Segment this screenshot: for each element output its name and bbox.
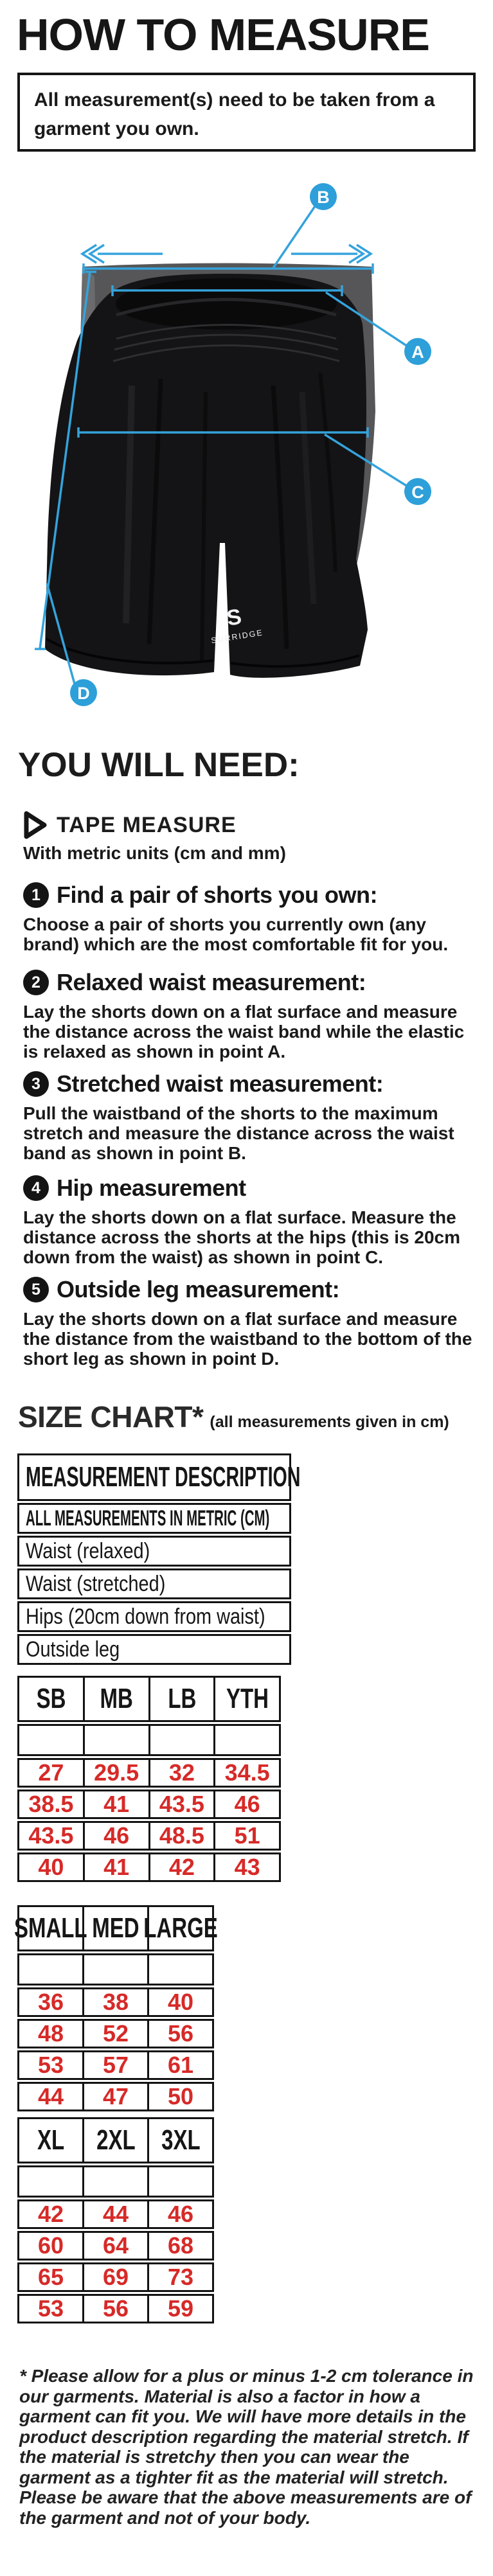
size-value-cell: 48 xyxy=(19,2021,84,2047)
size-column-header: 3XL xyxy=(161,2124,201,2156)
size-value-cell: 46 xyxy=(234,1791,260,1817)
step-1-body: Choose a pair of shorts you currently own (any brand) which are the most comfortable fit for you. xyxy=(23,914,449,954)
step-4-number-badge: 4 xyxy=(23,1175,49,1201)
size-column-header: 2XL xyxy=(84,2119,149,2162)
description-table-header: MEASUREMENT DESCRIPTION xyxy=(26,1461,301,1493)
size-value-cell: 44 xyxy=(84,2201,149,2227)
size-table-adult xyxy=(14,1905,218,2111)
empty-cell xyxy=(84,1955,149,1984)
size-value-cell: 53 xyxy=(19,2296,84,2322)
size-value-cell: 36 xyxy=(19,1989,84,2015)
table-row xyxy=(17,1568,291,1599)
measurement-label: Waist (stretched) xyxy=(26,1571,166,1596)
table-row xyxy=(17,1758,281,1788)
measurement-label: Outside leg xyxy=(26,1637,120,1662)
size-value-cell: 38.5 xyxy=(19,1791,85,1817)
size-value-cell: 51 xyxy=(234,1822,260,1849)
table-row xyxy=(17,2199,214,2229)
empty-cell xyxy=(85,1726,150,1754)
table-row xyxy=(17,2294,214,2323)
size-value-cell: 48.5 xyxy=(150,1823,216,1849)
table-row xyxy=(17,1536,291,1567)
table-row xyxy=(17,1453,301,1501)
table-row xyxy=(17,2262,214,2292)
measurement-label: Hips (20cm down from waist) xyxy=(26,1604,265,1629)
size-value-cell: 53 xyxy=(19,2052,84,2078)
size-value-cell: 47 xyxy=(84,2084,149,2110)
step-3-number-badge: 3 xyxy=(23,1071,49,1097)
size-value-cell: 59 xyxy=(167,2295,194,2322)
point-label-d: D xyxy=(77,684,90,703)
brand-logo-name: SURRIDGE xyxy=(210,628,264,646)
empty-cell xyxy=(215,1726,279,1754)
size-table-boys-youth xyxy=(17,1676,281,1882)
table-row xyxy=(17,2082,214,2111)
size-chart-heading xyxy=(18,1399,449,1434)
size-value-cell: 57 xyxy=(84,2052,149,2078)
size-value-cell: 34.5 xyxy=(224,1759,270,1786)
size-column-header: SMALL xyxy=(19,1907,84,1950)
step-1-heading xyxy=(23,882,476,909)
step-2-number-badge: 2 xyxy=(23,970,49,995)
step-1 xyxy=(23,882,476,954)
size-value-cell: 29.5 xyxy=(85,1760,150,1786)
stretch-arrow-right xyxy=(291,245,371,263)
step-2-title: Relaxed waist measurement: xyxy=(57,969,366,995)
size-value-cell: 64 xyxy=(84,2233,149,2259)
size-value-cell: 32 xyxy=(150,1760,216,1786)
step-1-title: Find a pair of shorts you own: xyxy=(57,882,378,908)
size-value-cell: 56 xyxy=(84,2296,149,2322)
tape-measure-icon xyxy=(23,811,48,839)
table-row xyxy=(17,2231,214,2261)
point-label-b: B xyxy=(317,188,330,207)
size-value-cell: 44 xyxy=(19,2084,84,2110)
size-value-cell: 41 xyxy=(85,1791,150,1817)
step-5 xyxy=(23,1276,476,1369)
step-5-title: Outside leg measurement: xyxy=(57,1276,340,1302)
size-value-cell: 52 xyxy=(84,2021,149,2047)
size-value-cell: 56 xyxy=(167,2020,194,2047)
stretch-arrow-left xyxy=(82,245,163,263)
step-5-number-badge: 5 xyxy=(23,1277,49,1302)
tape-measure-label: TAPE MEASURE xyxy=(57,812,237,837)
table-header-row xyxy=(17,1676,281,1722)
size-value-cell: 61 xyxy=(167,2052,194,2078)
size-column-header: XL xyxy=(19,2119,84,2162)
size-value-cell: 40 xyxy=(19,1854,85,1880)
size-column-header: LB xyxy=(150,1678,216,1720)
table-row xyxy=(17,2019,214,2048)
table-empty-row xyxy=(17,2165,214,2198)
step-5-body: Lay the shorts down on a flat surface and measure the distance from the waistband to the bottom of the short leg as shown in point D. xyxy=(23,1309,472,1369)
empty-cell xyxy=(19,1955,84,1984)
size-value-cell: 50 xyxy=(167,2083,194,2110)
step-1-number-badge: 1 xyxy=(23,882,49,908)
point-label-a: A xyxy=(411,342,424,362)
step-5-heading xyxy=(23,1276,476,1303)
size-column-header: MB xyxy=(85,1678,150,1720)
table-empty-row xyxy=(17,1953,214,1985)
table-row xyxy=(17,1634,291,1665)
empty-cell xyxy=(149,1955,212,1984)
point-label-c: C xyxy=(411,483,424,502)
size-value-cell: 68 xyxy=(167,2232,194,2259)
empty-cell xyxy=(19,1726,85,1754)
tape-measure-row xyxy=(23,811,237,839)
you-will-need-heading: YOU WILL NEED: xyxy=(18,746,300,784)
table-row xyxy=(17,1503,291,1534)
page-title: HOW TO MEASURE xyxy=(17,10,429,60)
size-column-header: LARGE xyxy=(143,1912,218,1944)
measurement-label: Waist (relaxed) xyxy=(26,1538,150,1563)
table-row xyxy=(17,2050,214,2080)
leader-line-b xyxy=(273,206,315,268)
size-value-cell: 60 xyxy=(19,2233,84,2259)
step-2-heading xyxy=(23,969,476,996)
table-row xyxy=(17,1852,281,1882)
notice-box xyxy=(17,73,476,152)
size-value-cell: 43.5 xyxy=(150,1791,216,1817)
size-column-header: MED xyxy=(84,1907,149,1950)
empty-cell xyxy=(150,1726,216,1754)
size-value-cell: 73 xyxy=(167,2264,194,2290)
step-4 xyxy=(23,1175,476,1267)
table-empty-row xyxy=(17,1724,281,1756)
table-row xyxy=(17,1821,281,1851)
table-row xyxy=(17,1601,291,1632)
step-4-heading xyxy=(23,1175,476,1202)
step-3 xyxy=(23,1070,476,1163)
size-value-cell: 41 xyxy=(85,1854,150,1880)
waist-opening xyxy=(116,278,337,330)
size-column-header: SB xyxy=(19,1678,85,1720)
step-3-body: Pull the waistband of the shorts to the maximum stretch and measure the distance across the waist band as shown in point B. xyxy=(23,1103,454,1163)
size-table-xl xyxy=(17,2117,214,2323)
shorts-illustration xyxy=(0,180,493,758)
step-2 xyxy=(23,969,476,1061)
step-3-title: Stretched waist measurement: xyxy=(57,1070,384,1097)
size-value-cell: 42 xyxy=(150,1854,216,1880)
table-header-row xyxy=(14,1905,218,1951)
shorts-measure-diagram xyxy=(0,180,493,758)
size-value-cell: 42 xyxy=(19,2201,84,2227)
tape-measure-note: With metric units (cm and mm) xyxy=(23,843,286,863)
size-value-cell: 38 xyxy=(84,1989,149,2015)
size-chart-title: SIZE CHART* xyxy=(18,1400,204,1434)
size-value-cell: 43.5 xyxy=(19,1823,85,1849)
empty-cell xyxy=(149,2167,212,2196)
step-4-body: Lay the shorts down on a flat surface. Measure the distance across the shorts at the hips (this is 20cm down from the waist) as shown in point C. xyxy=(23,1207,460,1267)
measurement-description-table xyxy=(17,1453,301,1665)
size-value-cell: 46 xyxy=(85,1823,150,1849)
size-value-cell: 40 xyxy=(167,1989,194,2015)
size-value-cell: 27 xyxy=(19,1760,85,1786)
size-value-cell: 65 xyxy=(19,2264,84,2290)
size-chart-note: (all measurements given in cm) xyxy=(210,1413,449,1431)
tolerance-footnote: * Please allow for a plus or minus 1-2 cm tolerance in our garments. Material is also a factor in how a garment can fit you. We will have more details in the product description regarding the material stretch. If the material is stretchy then you can wear the garment as a tighter fit as the material will stretch. Please be aware that the above measurements are of the garment and not of your body. xyxy=(19,2366,474,2528)
table-row xyxy=(17,1987,214,2017)
size-column-header: YTH xyxy=(226,1683,269,1714)
size-value-cell: 43 xyxy=(234,1854,260,1880)
step-4-title: Hip measurement xyxy=(57,1175,246,1201)
size-value-cell: 69 xyxy=(84,2264,149,2290)
empty-cell xyxy=(19,2167,84,2196)
table-row xyxy=(17,1790,281,1819)
size-value-cell: 46 xyxy=(167,2201,194,2227)
empty-cell xyxy=(84,2167,149,2196)
description-table-subheader: ALL MEASUREMENTS IN METRIC (CM) xyxy=(26,1506,270,1531)
step-3-heading xyxy=(23,1070,476,1097)
notice-text: All measurement(s) need to be taken from a garment you own. xyxy=(34,89,435,139)
brand-logo-initial: S xyxy=(225,604,244,631)
step-2-body: Lay the shorts down on a flat surface and measure the distance across the waist band while the elastic is relaxed as shown in point A. xyxy=(23,1002,465,1061)
table-header-row xyxy=(17,2117,214,2163)
